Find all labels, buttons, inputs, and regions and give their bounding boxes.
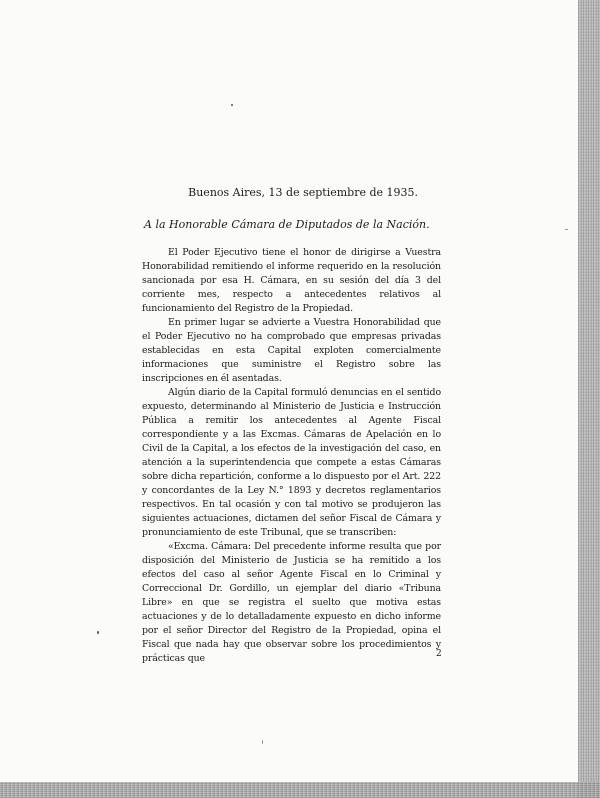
paragraph-4: «Excma. Cámara: Del precedente informe resulta que por disposición del Ministerio de Justicia se ha remitido a los efectos del caso al señor Agente Fiscal en lo Criminal y Correccional Dr. Gordillo, un ejemplar del diario «Tribuna Libre» en que se registra el suelto que motiva estas actuaciones y de lo detalladamente expuesto en dicho informe por el señor Director del Registro de la Propiedad, opina el Fiscal que nada hay que observar sobre los procedimientos y prácticas que: [142, 541, 441, 664]
page-number: 2: [436, 649, 442, 659]
scan-speck: [97, 631, 99, 634]
paragraph-1: El Poder Ejecutivo tiene el honor de dirigirse a Vuestra Honorabilidad remitiendo el informe requerido en la resolución sancionada por esa H. Cámara, en su sesión del día 3 del corriente mes, respecto a antecedentes relativos al funcionamiento del Registro de la Propiedad.: [142, 247, 441, 314]
letter-body: [142, 186, 441, 666]
scan-edge-bottom: [0, 782, 600, 798]
salutation: A la Honorable Cámara de Diputados de la Nación.: [144, 218, 430, 231]
paragraph-2: En primer lugar se advierte a Vuestra Honorabilidad que el Poder Ejecutivo no ha comprobado que empresas privadas establecidas en esta Capital exploten comercialmente informaciones que suministre el Registro sobre las inscripciones en él asentadas.: [142, 317, 441, 384]
date-line: Buenos Aires, 13 de septiembre de 1935.: [188, 186, 418, 199]
scan-edge-right: [578, 0, 600, 798]
scan-speck: [262, 740, 263, 744]
paragraph-3: Algún diario de la Capital formuló denuncias en el sentido expuesto, determinando al Ministerio de Justicia e Instrucción Pública a remitir los antecedentes al Agente Fiscal correspondiente y a las Excmas. Cámaras de Apelación en lo Civil de la Capital, a los efectos de la investigación del caso, en atención a la superintendencia que compete a estas Cámaras sobre dicha repartición, conforme a lo dispuesto por el Art. 222 y concordantes de la Ley N.° 1893 y decretos reglamentarios respectivos. En tal ocasión y con tal motivo se produjeron las siguientes actuaciones, dictamen del señor Fiscal de Cámara y pronunciamiento de este Tribunal, que se transcriben:: [142, 387, 441, 538]
scan-speck: [231, 104, 233, 106]
scan-speck: [565, 229, 568, 230]
